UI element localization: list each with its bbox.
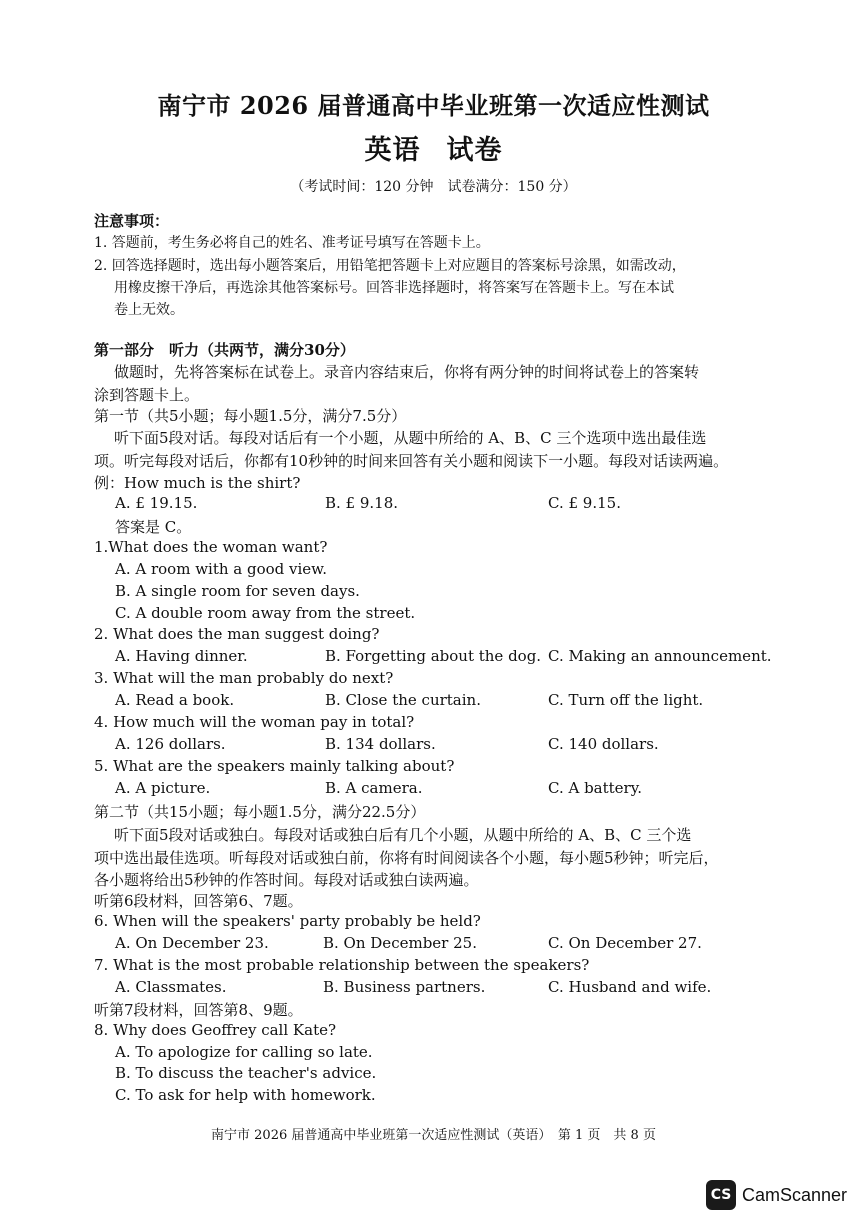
notice-item-1: 1. 答题前，考生务必将自己的姓名、准考证号填写在答题卡上。	[94, 235, 490, 251]
q5-option-a: A. A picture.	[115, 779, 211, 797]
exam-subject	[0, 128, 867, 167]
subject-name: 英语	[364, 135, 421, 166]
material-6-label: 听第6段材料，回答第6、7题。	[94, 892, 303, 910]
section1-instr-line-2: 项。听完每段对话后，你都有10秒钟的时间来回答有关小题和阅读下一小题。每段对话读两遍。	[94, 452, 729, 470]
example-answer: 答案是 C。	[115, 518, 192, 536]
q7-option-a: A. Classmates.	[115, 978, 227, 996]
example-question: 例：How much is the shirt?	[94, 474, 301, 492]
page-footer: 南宁市 2026 届普通高中毕业班第一次适应性测试（英语） 第 1 页 共 8 页	[211, 1128, 656, 1143]
notice-heading: 注意事项：	[94, 212, 170, 230]
exam-title: 南宁市 2026 届普通高中毕业班第一次适应性测试	[157, 91, 710, 120]
q3-option-a: A. Read a book.	[115, 691, 235, 709]
material-7-label: 听第7段材料，回答第8、9题。	[94, 1001, 303, 1019]
q1-stem: 1.What does the woman want?	[94, 538, 328, 556]
q4-stem: 4. How much will the woman pay in total?	[94, 713, 415, 731]
q2-stem: 2. What does the man suggest doing?	[94, 625, 380, 643]
q2-option-a: A. Having dinner.	[115, 647, 248, 665]
subject-paper: 试卷	[446, 135, 503, 166]
part1-heading: 第一部分 听力（共两节，满分30分）	[94, 341, 355, 359]
q1-option-a: A. A room with a good view.	[115, 560, 328, 578]
q2-option-b: B. Forgetting about the dog.	[325, 647, 542, 665]
camscanner-label: CamScanner	[742, 1184, 848, 1205]
q1-option-b: B. A single room for seven days.	[115, 582, 360, 600]
q6-option-a: A. On December 23.	[115, 934, 269, 952]
part1-intro-line-2: 涂到答题卡上。	[94, 386, 200, 404]
q3-option-b: B. Close the curtain.	[325, 691, 481, 709]
q4-option-b: B. 134 dollars.	[325, 735, 436, 753]
q7-stem: 7. What is the most probable relationship between the speakers?	[94, 956, 590, 974]
q5-option-b: B. A camera.	[325, 779, 423, 797]
q2-option-c: C. Making an announcement.	[548, 647, 772, 665]
q8-option-c: C. To ask for help with homework.	[115, 1086, 376, 1104]
q3-option-c: C. Turn off the light.	[548, 691, 704, 709]
q7-option-b: B. Business partners.	[323, 978, 486, 996]
q7-option-c: C. Husband and wife.	[548, 978, 712, 996]
q8-option-b: B. To discuss the teacher's advice.	[115, 1064, 377, 1082]
section2-heading: 第二节（共15小题；每小题1.5分，满分22.5分）	[94, 803, 426, 821]
example-option-b: B. £ 9.18.	[325, 494, 399, 512]
section2-instr-line-3: 各小题将给出5秒钟的作答时间。每段对话或独白读两遍。	[94, 871, 479, 889]
q5-option-c: C. A battery.	[548, 779, 642, 797]
q3-stem: 3. What will the man probably do next?	[94, 669, 394, 687]
q6-stem: 6. When will the speakers' party probably be held?	[94, 912, 481, 930]
q6-option-b: B. On December 25.	[323, 934, 477, 952]
section1-instr-line-1: 听下面5段对话。每段对话后有一个小题，从题中所给的 A、B、C 三个选项中选出最佳选	[114, 429, 707, 447]
exam-meta: （考试时间：120 分钟 试卷满分：150 分）	[290, 179, 577, 195]
q8-option-a: A. To apologize for calling so late.	[115, 1043, 373, 1061]
q1-option-c: C. A double room away from the street.	[115, 604, 416, 622]
notice-item-2-line-2: 用橡皮擦干净后，再选涂其他答案标号。回答非选择题时，将答案写在答题卡上。写在本试	[114, 280, 674, 296]
q5-stem: 5. What are the speakers mainly talking about?	[94, 757, 455, 775]
q8-stem: 8. Why does Geoffrey call Kate?	[94, 1021, 337, 1039]
example-option-a: A. £ 19.15.	[115, 494, 198, 512]
section1-heading: 第一节（共5小题；每小题1.5分，满分7.5分）	[94, 407, 407, 425]
camscanner-logo-icon: CS	[706, 1180, 736, 1210]
part1-intro-line-1: 做题时，先将答案标在试卷上。录音内容结束后，你将有两分钟的时间将试卷上的答案转	[114, 363, 700, 381]
section2-instr-line-1: 听下面5段对话或独白。每段对话或独白后有几个小题，从题中所给的 A、B、C 三个选	[114, 826, 692, 844]
example-option-c: C. £ 9.15.	[548, 494, 621, 512]
q4-option-c: C. 140 dollars.	[548, 735, 659, 753]
camscanner-watermark	[706, 1180, 847, 1210]
notice-item-2-line-3: 卷上无效。	[114, 302, 184, 318]
section2-instr-line-2: 项中选出最佳选项。听每段对话或独白前，你将有时间阅读各个小题，每小题5秒钟；听完后，	[94, 849, 719, 867]
notice-item-2-line-1: 2. 回答选择题时，选出每小题答案后，用铅笔把答题卡上对应题目的答案标号涂黑，如需改动，	[94, 258, 686, 274]
q6-option-c: C. On December 27.	[548, 934, 702, 952]
q4-option-a: A. 126 dollars.	[115, 735, 226, 753]
